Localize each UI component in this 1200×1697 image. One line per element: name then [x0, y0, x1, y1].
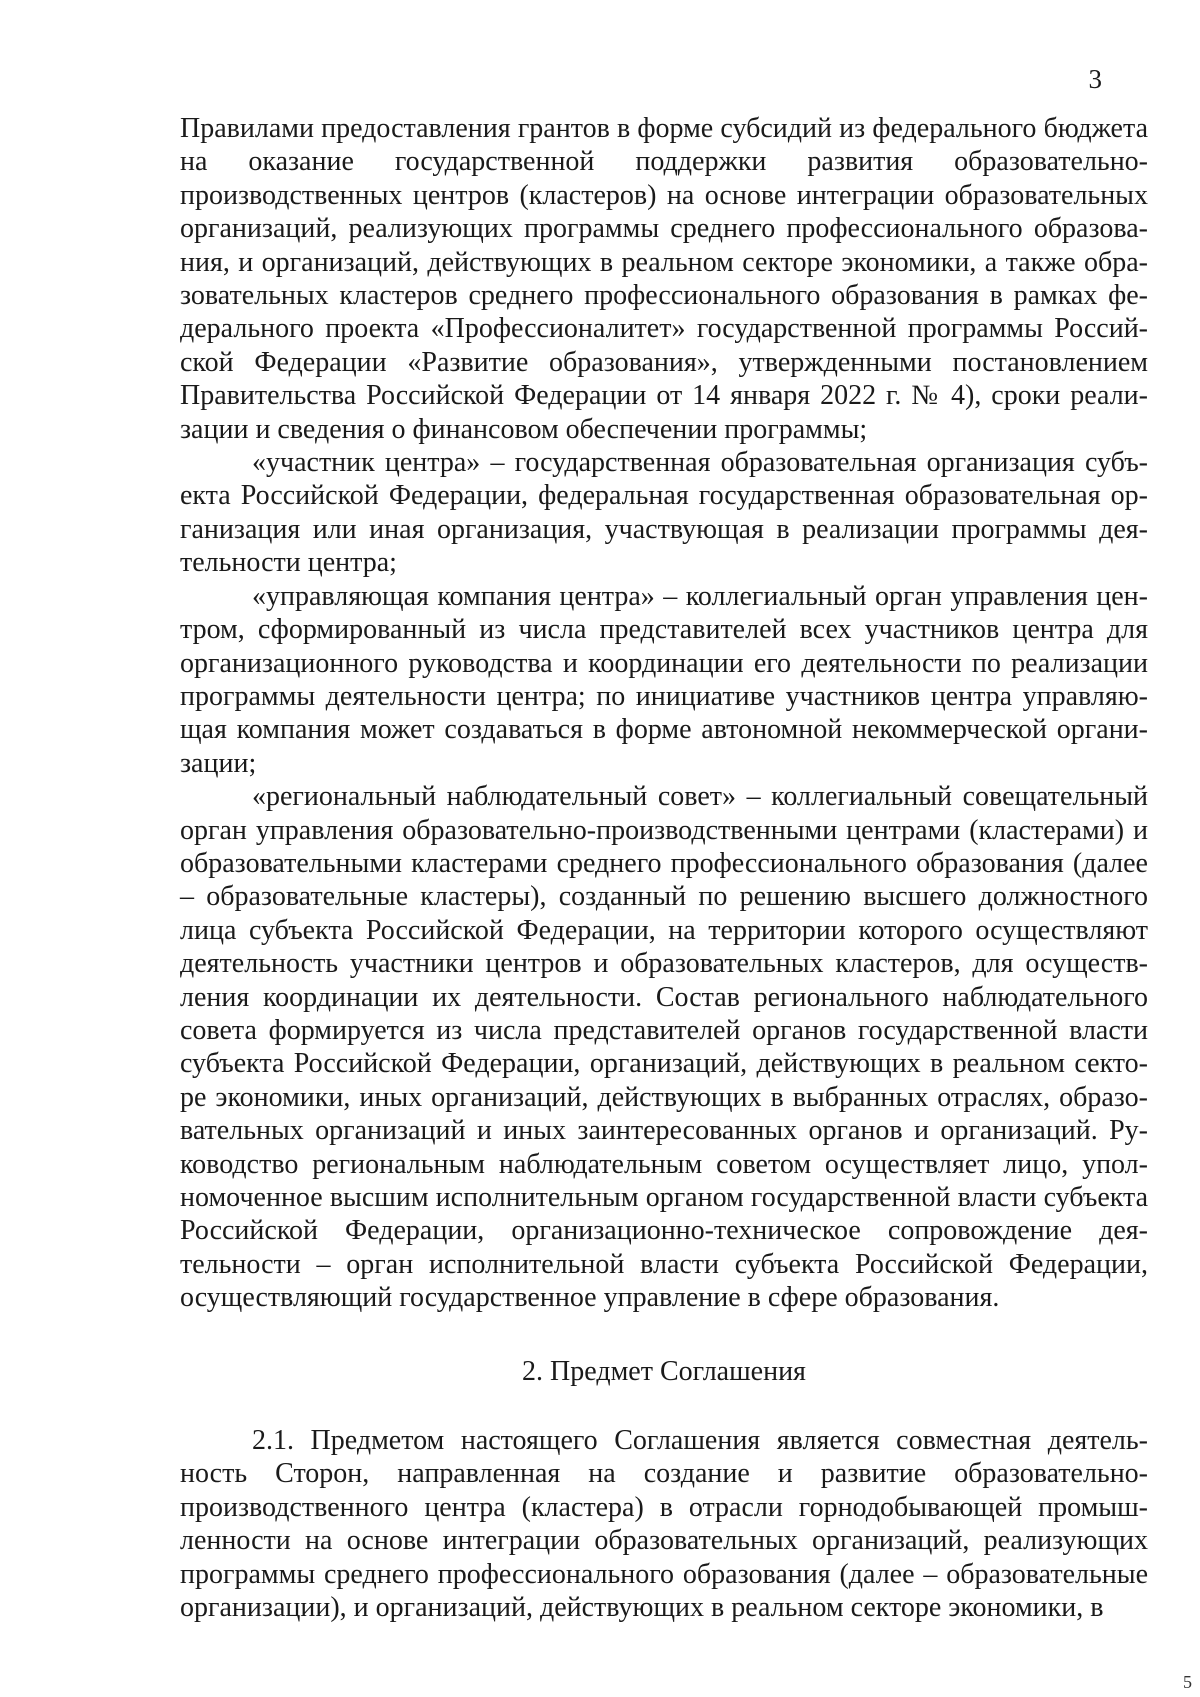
section-heading: 2. Предмет Соглашения [522, 1355, 806, 1387]
paragraph-agreement-subject: 2.1. Предметом настоящего Соглашения является совместная деятельность Сторон, направленная на создание и развитие образовательно-производственного центра (кластера) в отрасли горнодобывающей промышленности на основе интеграции образовательных организаций, реализующих программы среднего профессионального образования (далее – образовательные организации), и организаций, действующих в реальном секторе экономики, в [180, 1425, 1148, 1624]
paragraph-center-participant: «участник центра» – государственная образовательная организация субъекта Российской Федерации, федеральная государственная образовательная организация или иная организация, участвующая в реализации программы деятельности центра; [180, 447, 1148, 579]
paragraph-regional-council: «региональный наблюдательный совет» – коллегиальный совещательный орган управления образовательно-производственными центрами (кластерами) и образовательными кластерами среднего профессионального образования (далее – образовательные кластеры), созданный по решению высшего должностного лица субъекта Российской Федерации, на территории которого осуществляют деятельность участники центров и образовательных кластеров, для осуществления координации их деятельности. Состав регионального наблюдательного совета формируется из числа представителей органов государственной власти субъекта Российской Федерации, организаций, действующих в реальном секторе экономики, иных организаций, действующих в выбранных отраслях, образовательных организаций и иных заинтересованных органов и организаций. Руководство региональным наблюдательным советом осуществляет лицо, уполномоченное высшим исполнительным органом государственной власти субъекта Российской Федерации, организационно-техническое сопровождение деятельности – орган исполнительной власти субъекта Российской Федерации, осуществляющий государственное управление в сфере образования. [180, 781, 1148, 1314]
corner-mark: 5 [1183, 1672, 1192, 1692]
paragraph-managing-company: «управляющая компания центра» – коллегиальный орган управления центром, сформированный из числа представителей всех участников центра для организационного руководства и координации его деятельности по реализации программы деятельности центра; по инициативе участников центра управляющая компания может создаваться в форме автономной некоммерческой организации; [180, 580, 1148, 779]
document-body [180, 112, 1148, 1624]
paragraph-grant-rules: Правилами предоставления грантов в форме субсидий из федерального бюджета на оказание государственной поддержки развития образовательно-производственных центров (кластеров) на основе интеграции образовательных организаций, реализующих программы среднего профессионального образования, и организаций, действующих в реальном секторе экономики, а также образовательных кластеров среднего профессионального образования в рамках федерального проекта «Профессионалитет» государственной программы Российской Федерации «Развитие образования», утвержденными постановлением Правительства Российской Федерации от 14 января 2022 г. № 4), сроки реализации и сведения о финансовом обеспечении программы; [180, 113, 1148, 445]
page-number: 3 [1088, 64, 1102, 94]
